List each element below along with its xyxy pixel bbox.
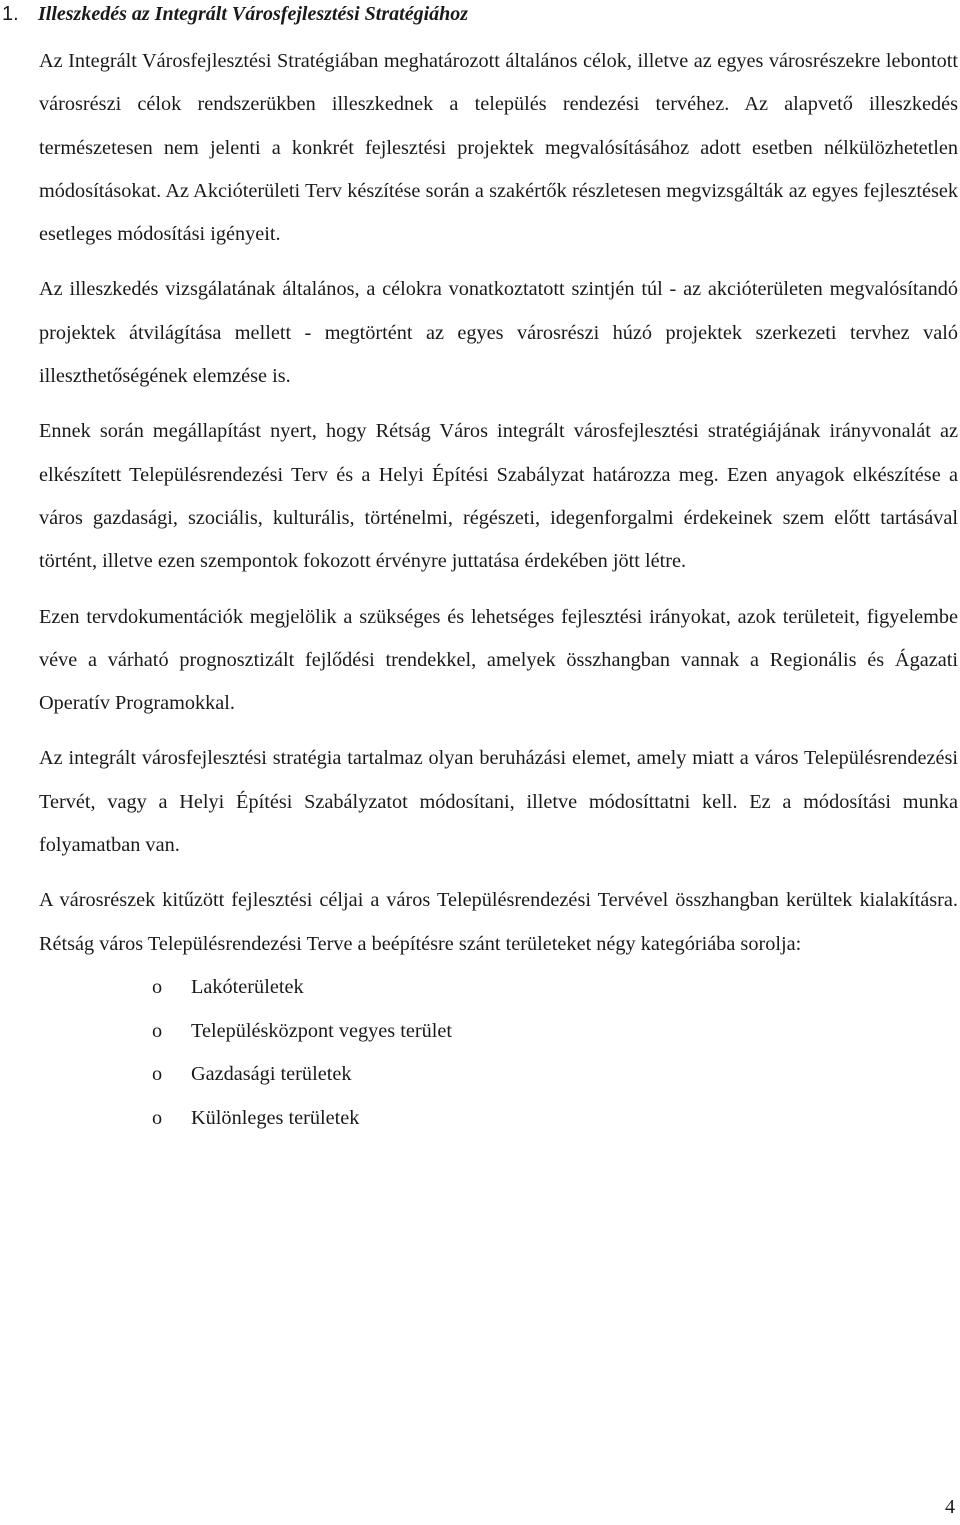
list-item-label: Gazdasági területek — [191, 1063, 352, 1086]
list-item — [39, 1010, 958, 1054]
list-item-label: Településközpont vegyes terület — [191, 1019, 453, 1042]
list-item — [39, 1053, 958, 1097]
category-list — [39, 966, 958, 1140]
bullet-marker: o — [152, 975, 163, 998]
bullet-marker: o — [152, 1063, 163, 1086]
page-number: 4 — [945, 1496, 955, 1518]
section-number: 1. — [2, 3, 19, 25]
list-item — [39, 966, 958, 1010]
bullet-marker: o — [152, 1106, 163, 1129]
paragraph-6: A városrészek kitűzött fejlesztési céljai a város Településrendezési Tervével összhangban kerültek kialakításra. Rétság város Településrendezési Terve a beépítésre szánt területeket négy kategóriába sorolja: — [39, 889, 958, 955]
list-item — [39, 1097, 958, 1141]
document-body — [39, 40, 958, 1140]
list-item-label: Különleges területek — [191, 1106, 360, 1129]
list-item-label: Lakóterületek — [191, 975, 304, 998]
paragraph-3: Ennek során megállapítást nyert, hogy Rétság Város integrált városfejlesztési stratégiájának irányvonalát az elkészített Településrendezési Terv és a Helyi Építési Szabályzat határozza meg. Ezen anyagok elkészítése a város gazdasági, szociális, kulturális, történelmi, régészeti, idegenforgalmi érdekeinek szem előtt tartásával történt, illetve ezen szempontok fokozott érvényre juttatása érdekében jött létre. — [39, 420, 958, 573]
paragraph-1: Az Integrált Városfejlesztési Stratégiában meghatározott általános célok, illetve az egyes városrészekre lebontott városrészi célok rendszerükben illeszkednek a település rendezési tervéhez. Az alapvető illeszkedés természetesen nem jelenti a konkrét fejlesztési projektek megvalósításához adott esetben nélkülözhetetlen módosításokat. Az Akcióterületi Terv készítése során a szakértők részletesen megvizsgálták az egyes fejlesztések esetleges módosítási igényeit. — [39, 50, 958, 246]
paragraph-2: Az illeszkedés vizsgálatának általános, a célokra vonatkoztatott szintjén túl - az akcióterületen megvalósítandó projektek átvilágítása mellett - megtörtént az egyes városrészi húzó projektek szerkezeti tervhez való illeszthetőségének elemzése is. — [39, 278, 958, 388]
section-heading — [0, 0, 468, 28]
paragraph-5: Az integrált városfejlesztési stratégia tartalmaz olyan beruházási elemet, amely miatt a város Településrendezési Tervét, vagy a Helyi Építési Szabályzatot módosítani, illetve módosíttatni kell. Ez a módosítási munka folyamatban van. — [39, 747, 958, 857]
paragraph-4: Ezen tervdokumentációk megjelölik a szükséges és lehetséges fejlesztési irányokat, azok területeit, figyelembe véve a várható prognosztizált fejlődési trendekkel, amelyek összhangban vannak a Regionális és Ágazati Operatív Programokkal. — [39, 605, 958, 715]
bullet-marker: o — [152, 1019, 163, 1042]
section-title: Illeszkedés az Integrált Városfejlesztési Stratégiához — [38, 3, 469, 25]
